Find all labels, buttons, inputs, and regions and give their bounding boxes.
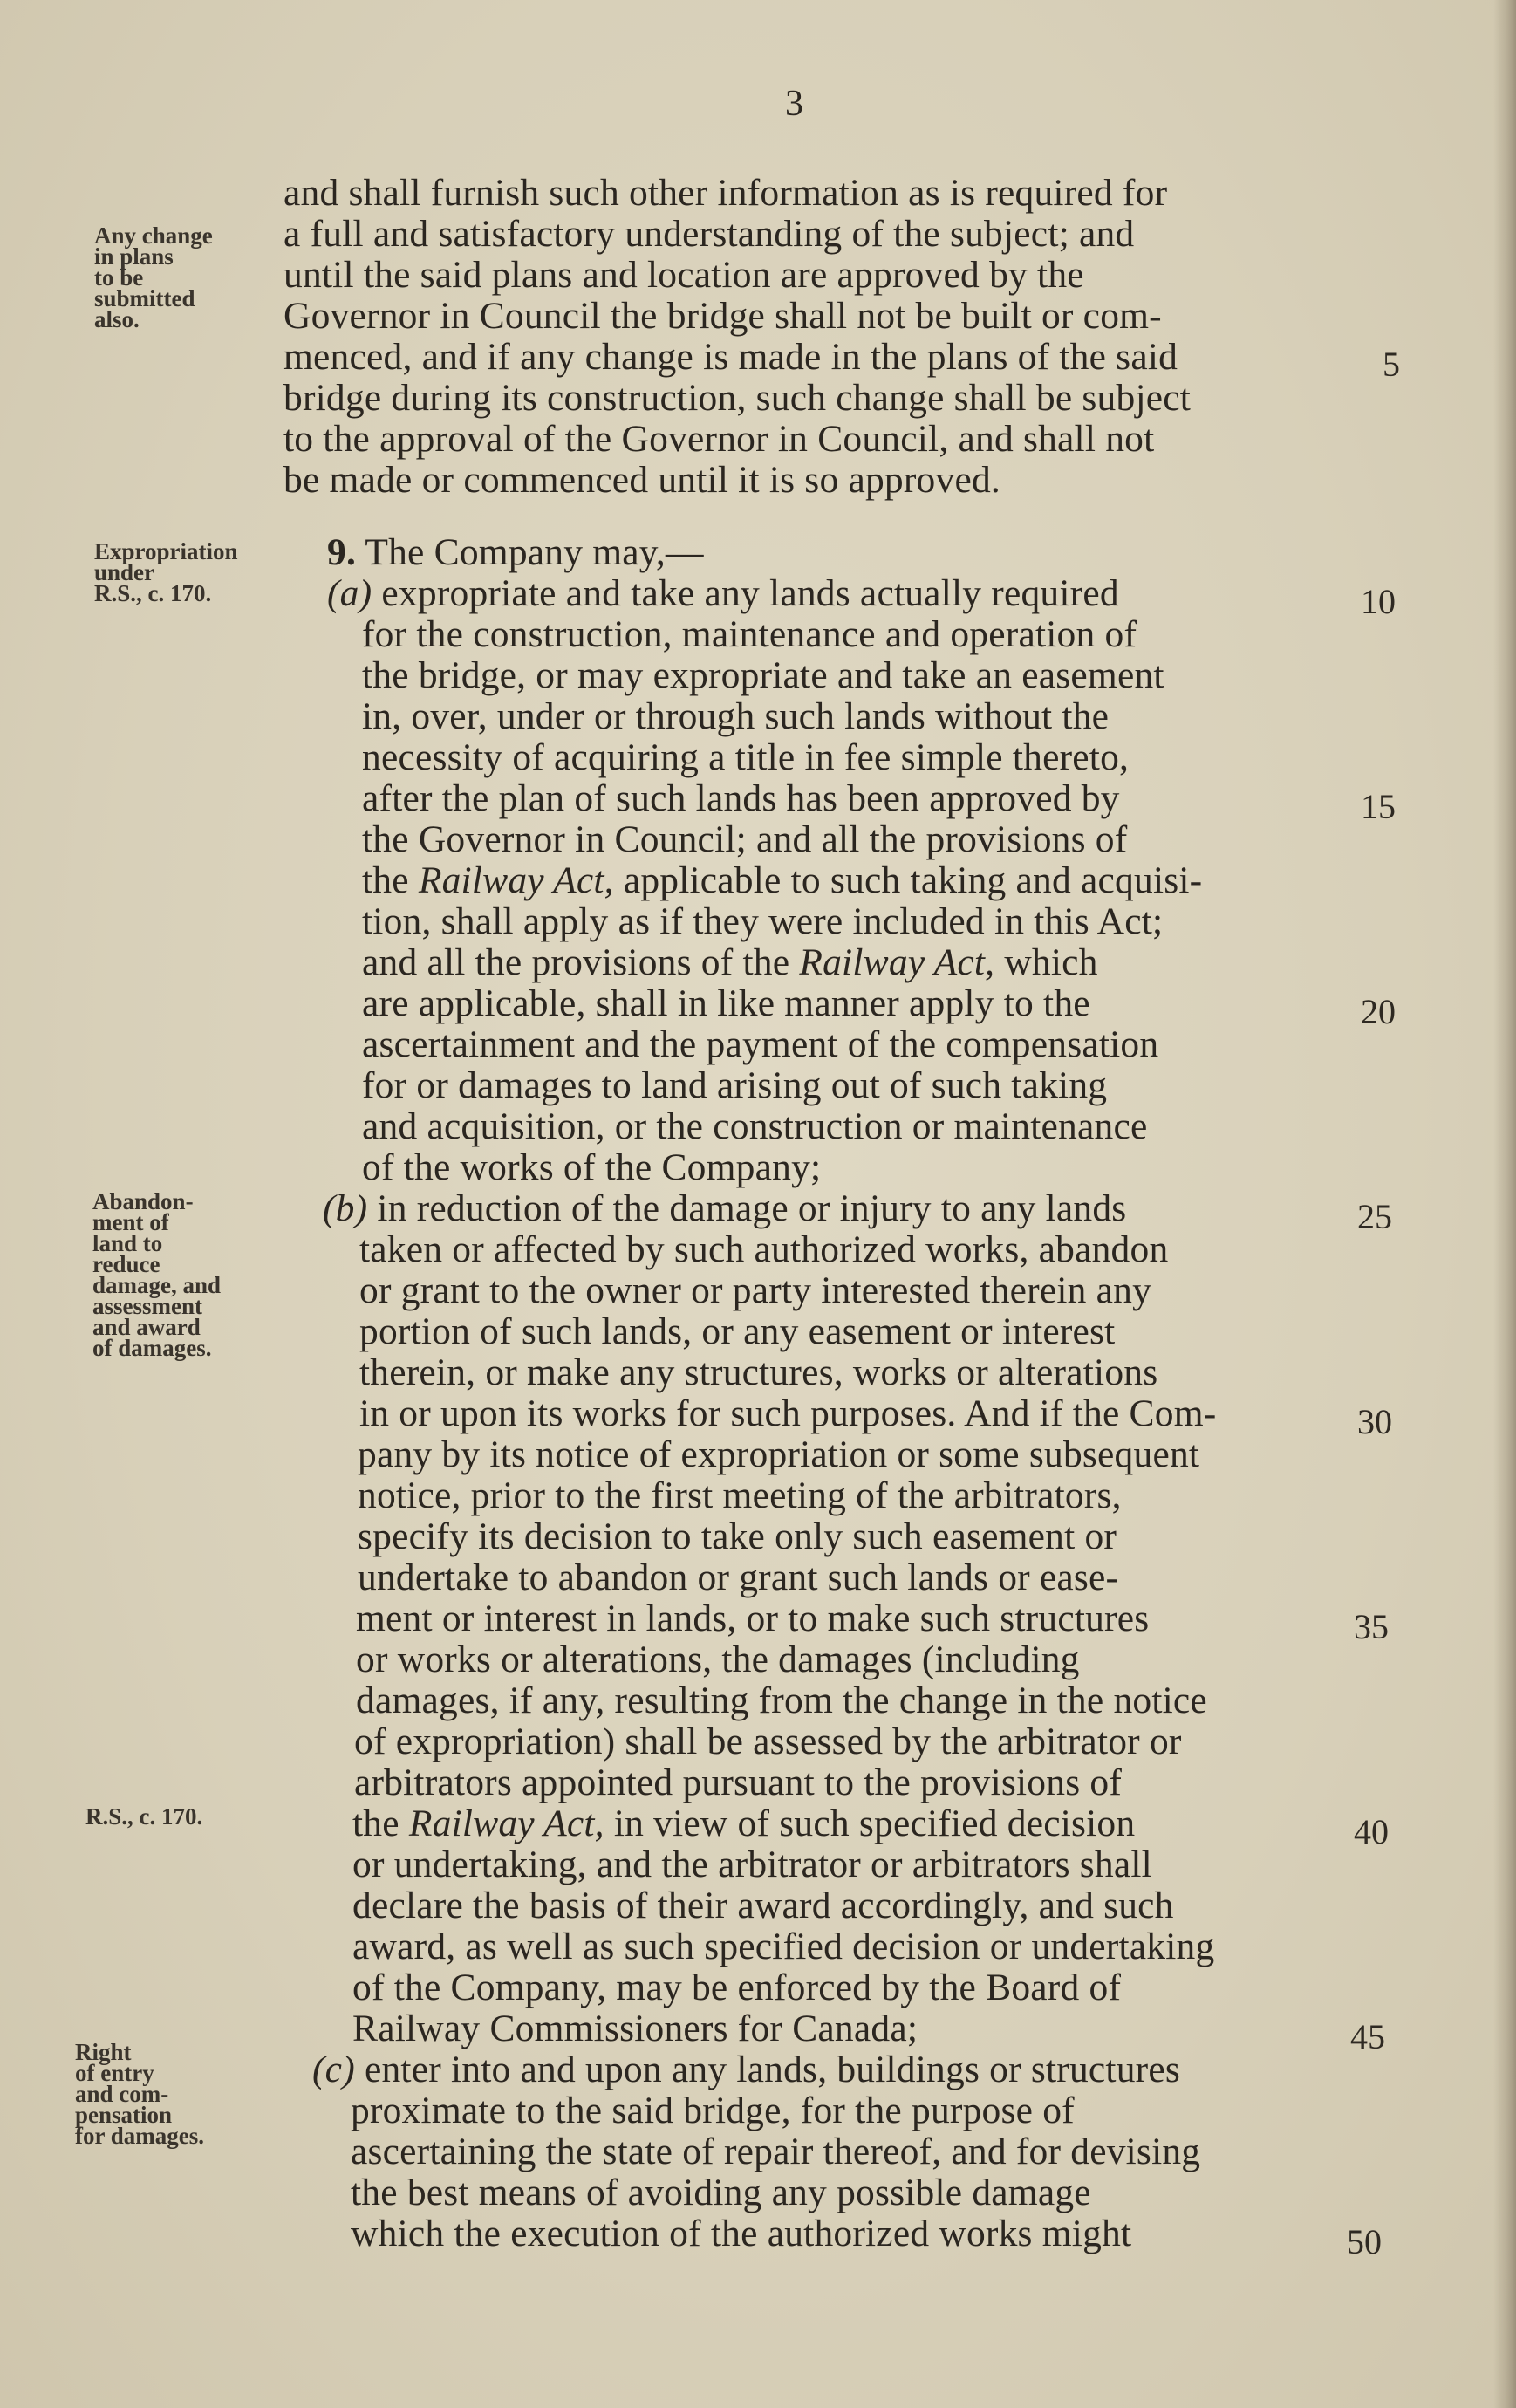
margin-note-right-of-entry: Right of entry and com- pensation for damages. [75,2039,204,2149]
text-line: taken or affected by such authorized works, abandon [359,1228,1169,1270]
text-line [362,859,1203,901]
text-line: Governor in Council the bridge shall not be built or com- [283,295,1162,337]
line-number: 25 [1357,1197,1392,1236]
line-number: 35 [1354,1607,1389,1646]
text-line: damages, if any, resulting from the change in the notice [356,1679,1207,1721]
text-line: proximate to the said bridge, for the purpose of [351,2090,1075,2131]
text-line: and acquisition, or the construction or maintenance [362,1105,1148,1147]
text-line: bridge during its construction, such change shall be subject [283,377,1192,419]
line-number: 45 [1350,2017,1385,2056]
act-reference: Railway Act, [408,1803,604,1844]
text-line: and shall furnish such other information as is required for [283,172,1168,214]
text-line: for or damages to land arising out of such taking [362,1064,1108,1106]
line-number: 40 [1354,1812,1389,1851]
text-line: be made or commenced until it is so approved. [283,459,1000,501]
text-line: after the plan of such lands has been approved by [362,777,1120,819]
section-number: 9. [327,531,357,573]
text-span: expropriate and take any lands actually required [381,572,1119,614]
page-number: 3 [785,84,803,124]
margin-note-expropriation: Expropriation under R.S., c. 170. [94,538,238,606]
text-span: applicable to such taking and acquisi- [623,859,1203,901]
text-line: award, as well as such specified decision or undertaking [352,1926,1215,1967]
text-line: undertake to abandon or grant such lands or ease- [358,1556,1119,1598]
margin-note-abandonment: Abandon- ment of land to reduce damage, and assessment and award of damages. [92,1188,222,1361]
text-line: ascertainment and the payment of the compensation [362,1023,1159,1065]
text-line [327,572,1119,614]
text-line: ment or interest in lands, or to make such structures [356,1597,1150,1639]
line-number: 20 [1361,992,1396,1031]
text-line: pany by its notice of expropriation or some subsequent [358,1433,1200,1475]
text-span: in view of such specified decision [613,1803,1136,1844]
text-line: of the Company, may be enforced by the Board of [352,1967,1122,2008]
text-line: menced, and if any change is made in the plans of the said [283,336,1178,378]
text-span: in reduction of the damage or injury to any lands [377,1187,1127,1229]
text-line: for the construction, maintenance and operation of [362,613,1137,655]
text-line: or grant to the owner or party interested therein any [359,1269,1152,1311]
section-heading [327,531,704,573]
clause-mark-a: (a) [327,572,372,614]
text-line: Railway Commissioners for Canada; [352,2008,918,2049]
text-line: tion, shall apply as if they were included in this Act; [362,900,1164,942]
text-span: and all the provisions of the [362,941,790,983]
text-line: ascertaining the state of repair thereof, and for devising [351,2131,1201,2172]
text-line: or undertaking, and the arbitrator or arbitrators shall [352,1844,1152,1885]
clause-mark-b: (b) [323,1187,368,1229]
text-line: the Governor in Council; and all the provisions of [362,818,1128,860]
text-line: necessity of acquiring a title in fee simple thereto, [362,736,1130,778]
line-number: 15 [1361,787,1396,826]
text-line: which the execution of the authorized works might [351,2213,1132,2254]
text-line: of the works of the Company; [362,1146,822,1188]
clause-mark-c: (c) [312,2049,355,2090]
text-span: the [362,859,409,901]
page-edge-shadow [1493,0,1516,2408]
line-number: 10 [1361,582,1396,621]
text-line: notice, prior to the first meeting of the arbitrators, [358,1474,1122,1516]
act-reference: Railway Act, [799,941,995,983]
text-line: to the approval of the Governor in Council, and shall not [283,418,1155,460]
text-line: the best means of avoiding any possible damage [351,2172,1091,2213]
text-line [362,941,1098,983]
text-line: therein, or make any structures, works or alterations [359,1351,1158,1393]
text-line: until the said plans and location are approved by the [283,254,1084,296]
text-line: of expropriation) shall be assessed by the arbitrator or [354,1720,1182,1762]
text-line [323,1187,1127,1229]
margin-note-any-change: Any change in plans to be submitted also. [94,222,213,332]
text-span: which [1004,941,1098,983]
text-line [352,1805,1135,1844]
text-span: enter into and upon any lands, buildings or structures [364,2049,1180,2090]
text-span: the [352,1803,399,1844]
text-line [312,2051,1180,2090]
text-line: the bridge, or may expropriate and take an easement [362,654,1164,696]
text-line: declare the basis of their award accordingly, and such [352,1885,1174,1926]
text-line: portion of such lands, or any easement or interest [359,1310,1116,1352]
line-number: 30 [1357,1402,1392,1441]
text-line: are applicable, shall in like manner apply to the [362,982,1090,1024]
text-line: arbitrators appointed pursuant to the provisions of [354,1762,1123,1803]
text-line: in, over, under or through such lands without the [362,695,1110,737]
section-lead: The Company may,— [365,531,704,573]
text-line: a full and satisfactory understanding of the subject; and [283,213,1135,255]
text-line: specify its decision to take only such easement or [358,1515,1117,1557]
act-reference: Railway Act, [418,859,614,901]
text-line: in or upon its works for such purposes. And if the Com- [359,1392,1217,1434]
line-number: 50 [1347,2222,1382,2261]
text-line: or works or alterations, the damages (including [356,1638,1080,1680]
margin-note-rs-ref: R.S., c. 170. [85,1803,203,1830]
line-number: 5 [1383,345,1400,384]
